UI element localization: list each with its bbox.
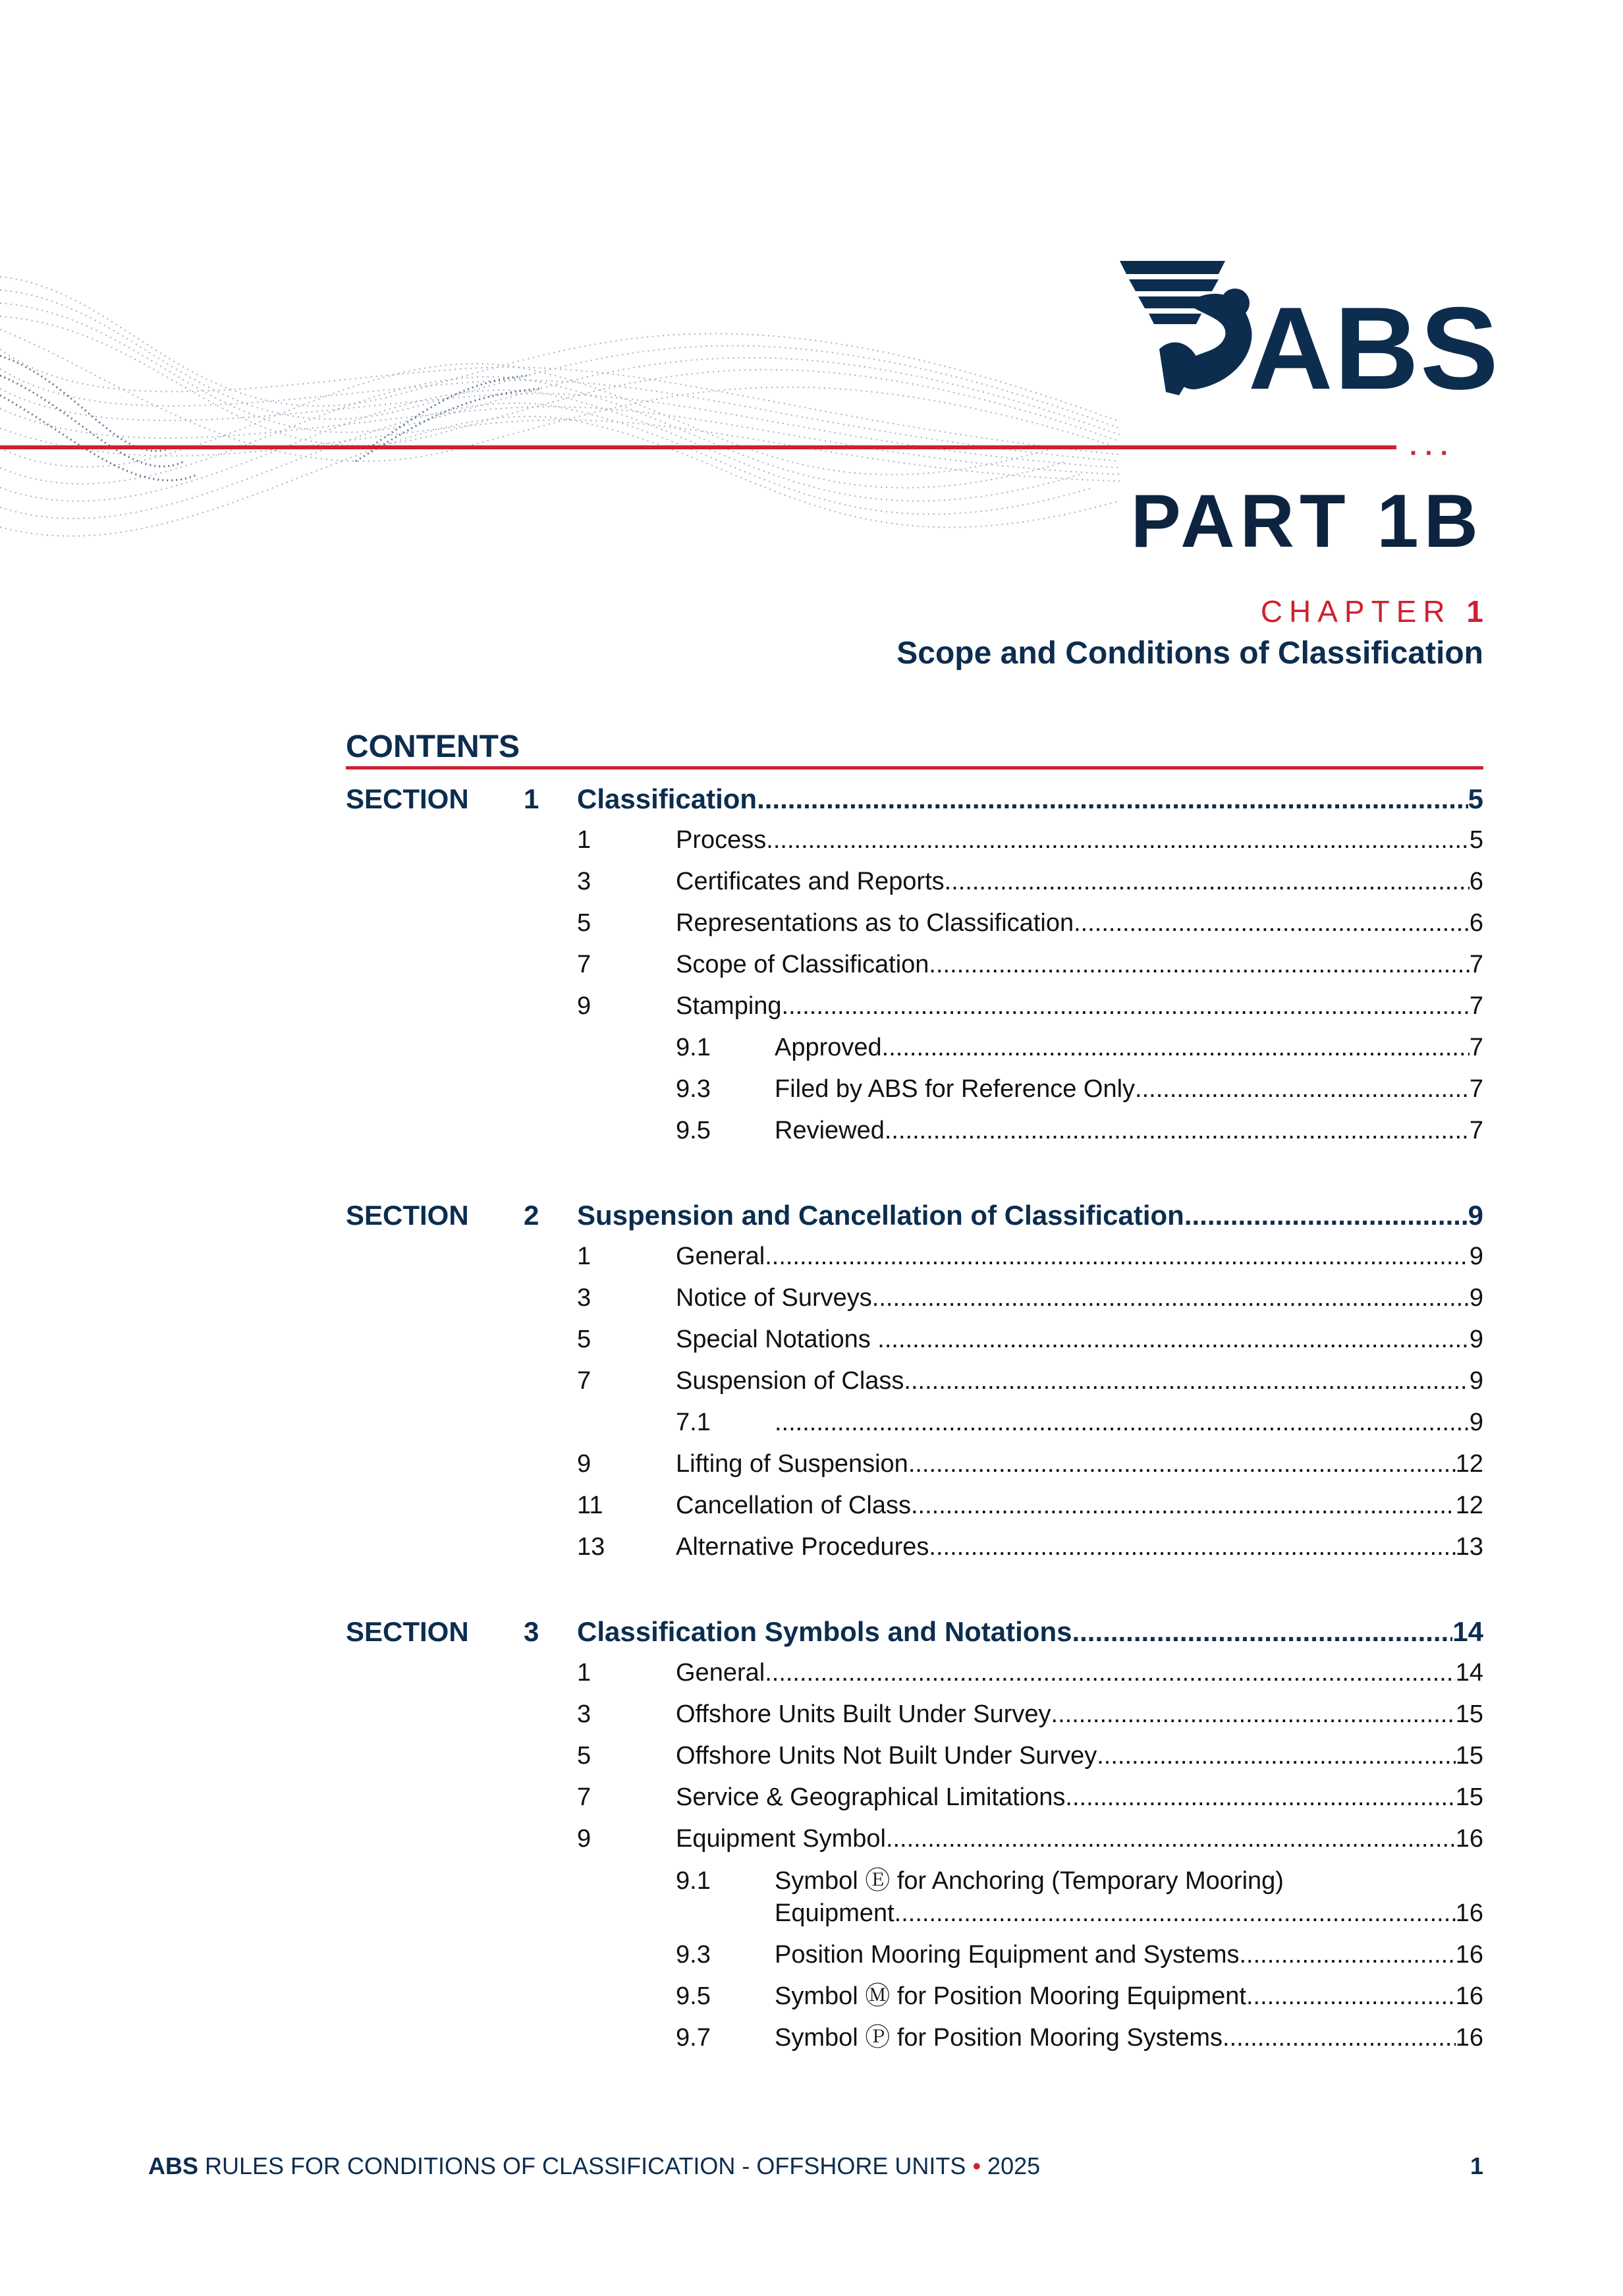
item-number: 5 — [577, 909, 591, 937]
section-title: Suspension and Cancellation of Classification — [577, 1200, 1184, 1231]
item-number: 1 — [577, 1243, 591, 1270]
subitem-page: 16 — [1455, 1982, 1483, 2010]
subitem-number: 9.3 — [676, 1941, 711, 1969]
section-word: SECTION — [346, 1616, 469, 1647]
item-number: 7 — [577, 1367, 591, 1395]
toc-subitem[interactable] — [0, 2021, 1623, 2054]
section-title-entry — [577, 783, 1483, 816]
contents-rule — [346, 766, 1483, 770]
item-page: 12 — [1455, 1492, 1483, 1519]
item-entry — [676, 948, 1483, 981]
toc-section-3[interactable] — [0, 1615, 1623, 1648]
toc-section-1[interactable] — [0, 783, 1623, 816]
wave-decoration — [0, 250, 1120, 606]
item-page: 12 — [1455, 1450, 1483, 1478]
section-page: 5 — [1468, 783, 1483, 814]
item-title: Offshore Units Built Under Survey — [676, 1700, 1051, 1728]
item-entry — [676, 1323, 1483, 1356]
item-entry — [676, 990, 1483, 1022]
contents-heading: CONTENTS — [346, 729, 520, 764]
subitem-title: Equipment — [775, 1899, 894, 1927]
item-entry — [676, 1822, 1483, 1855]
item-page: 5 — [1469, 826, 1483, 854]
subitem-title: Approved — [775, 1034, 882, 1061]
chapter-number: 1 — [1466, 594, 1483, 629]
toc-subitem[interactable] — [0, 1406, 1623, 1439]
subitem-number: 9.3 — [676, 1075, 711, 1103]
toc-item[interactable] — [0, 1781, 1623, 1814]
section-page: 9 — [1468, 1200, 1483, 1231]
toc-subitem[interactable] — [0, 1073, 1623, 1106]
item-title: Representations as to Classification — [676, 909, 1074, 937]
item-title: Service & Geographical Limitations — [676, 1783, 1066, 1811]
item-entry — [676, 1781, 1483, 1814]
toc-item[interactable] — [0, 1240, 1623, 1273]
item-title: Certificates and Reports — [676, 868, 945, 895]
subitem-entry — [775, 1938, 1483, 1971]
footer-text: RULES FOR CONDITIONS OF CLASSIFICATION - OFFSHORE UNITS — [198, 2152, 973, 2179]
section-title: Classification — [577, 783, 757, 814]
footer-year: 2025 — [981, 2152, 1041, 2179]
section-number: 2 — [524, 1200, 539, 1231]
item-entry — [676, 1240, 1483, 1273]
item-entry — [676, 1489, 1483, 1522]
header-rule-dots: ··· — [1410, 439, 1456, 468]
toc-item[interactable] — [0, 1739, 1623, 1772]
item-number: 3 — [577, 1700, 591, 1728]
header-rule — [0, 445, 1396, 449]
subitem-page: 16 — [1455, 2024, 1483, 2052]
item-number: 7 — [577, 951, 591, 978]
toc-item[interactable] — [0, 1822, 1623, 1855]
subitem-title: Filed by ABS for Reference Only — [775, 1075, 1136, 1103]
subitem-title: Position Mooring Equipment and Systems — [775, 1941, 1240, 1969]
toc-item[interactable] — [0, 865, 1623, 898]
section-title-entry — [577, 1199, 1483, 1232]
item-title: Process — [676, 826, 767, 854]
toc-item[interactable] — [0, 824, 1623, 856]
item-number: 9 — [577, 1450, 591, 1478]
toc-item[interactable] — [0, 948, 1623, 981]
footer — [148, 2154, 1040, 2178]
item-entry — [676, 1739, 1483, 1772]
toc-item[interactable] — [0, 1364, 1623, 1397]
toc-subitem[interactable] — [0, 1864, 1623, 1897]
toc-item[interactable] — [0, 1656, 1623, 1689]
toc-item[interactable] — [0, 1447, 1623, 1480]
section-word: SECTION — [346, 1200, 469, 1231]
item-title: Offshore Units Not Built Under Survey — [676, 1742, 1097, 1770]
item-title: Equipment Symbol — [676, 1825, 886, 1853]
item-entry — [676, 1698, 1483, 1731]
subitem-page: 9 — [1469, 1409, 1483, 1436]
footer-bullet: • — [972, 2152, 981, 2179]
subitem-entry — [775, 1031, 1483, 1064]
item-title: Alternative Procedures — [676, 1533, 929, 1561]
subitem-page: 7 — [1469, 1117, 1483, 1144]
footer-brand: ABS — [148, 2152, 199, 2179]
item-number: 9 — [577, 1825, 591, 1853]
item-entry — [676, 1656, 1483, 1689]
item-number: 9 — [577, 992, 591, 1020]
item-title: General — [676, 1243, 765, 1270]
item-entry — [676, 865, 1483, 898]
item-page: 13 — [1455, 1533, 1483, 1561]
item-page: 9 — [1469, 1367, 1483, 1395]
item-title: Special Notations — [676, 1326, 878, 1353]
toc-item[interactable] — [0, 1698, 1623, 1731]
item-entry — [676, 1281, 1483, 1314]
item-page: 6 — [1469, 868, 1483, 895]
item-title: Scope of Classification — [676, 951, 929, 978]
subitem-number: 9.7 — [676, 2024, 711, 2052]
item-page: 9 — [1469, 1243, 1483, 1270]
toc-item[interactable] — [0, 1323, 1623, 1356]
item-page: 15 — [1455, 1700, 1483, 1728]
subitem-title: Symbol Ⓜ for Position Mooring Equipment — [775, 1982, 1246, 2010]
toc-item[interactable] — [0, 990, 1623, 1022]
item-entry — [676, 1447, 1483, 1480]
item-number: 7 — [577, 1783, 591, 1811]
item-number: 13 — [577, 1533, 605, 1561]
subitem-number: 9.1 — [676, 1034, 711, 1061]
subitem-entry — [775, 1897, 1483, 1930]
section-title: Classification Symbols and Notations — [577, 1616, 1072, 1647]
item-number: 11 — [577, 1492, 603, 1519]
subitem-title: Reviewed — [775, 1117, 885, 1144]
abs-logo-text: ABS — [1248, 283, 1500, 414]
subitem-title-line1: Symbol Ⓔ for Anchoring (Temporary Mooring) — [775, 1867, 1284, 1895]
section-word: SECTION — [346, 783, 469, 814]
subitem-number: 9.5 — [676, 1982, 711, 2010]
subitem-entry — [775, 1406, 1483, 1439]
item-page: 15 — [1455, 1783, 1483, 1811]
subitem-entry — [775, 1073, 1483, 1106]
subitem-entry — [775, 2021, 1483, 2054]
item-title: Lifting of Suspension — [676, 1450, 908, 1478]
section-page: 14 — [1452, 1616, 1483, 1647]
toc-item[interactable] — [0, 1281, 1623, 1314]
item-title: Stamping — [676, 992, 782, 1020]
subitem-entry — [775, 1980, 1483, 2013]
item-page: 9 — [1469, 1284, 1483, 1312]
subitem-title: Symbol Ⓟ for Position Mooring Systems — [775, 2024, 1223, 2052]
subitem-page: 7 — [1469, 1075, 1483, 1103]
item-page: 7 — [1469, 992, 1483, 1020]
item-title: General — [676, 1659, 765, 1687]
item-entry — [676, 824, 1483, 856]
toc-subitem-continued[interactable] — [0, 1897, 1623, 1930]
item-number: 1 — [577, 1659, 591, 1687]
toc-section-2[interactable] — [0, 1199, 1623, 1232]
part-title: PART 1B — [1130, 480, 1483, 563]
subitem-page: 16 — [1455, 1899, 1483, 1927]
item-title: Notice of Surveys — [676, 1284, 872, 1312]
subitem-number: 7.1 — [676, 1409, 711, 1436]
item-number: 3 — [577, 1284, 591, 1312]
toc-item[interactable] — [0, 907, 1623, 939]
item-number: 3 — [577, 868, 591, 895]
item-page: 15 — [1455, 1742, 1483, 1770]
item-number: 5 — [577, 1326, 591, 1353]
toc-subitem[interactable] — [0, 1114, 1623, 1147]
item-page: 16 — [1455, 1825, 1483, 1853]
item-title: Suspension of Class — [676, 1367, 904, 1395]
subitem-entry — [775, 1114, 1483, 1147]
chapter-word: CHAPTER — [1260, 594, 1452, 629]
item-page: 9 — [1469, 1326, 1483, 1353]
subitem-number: 9.5 — [676, 1117, 711, 1144]
section-number: 1 — [524, 783, 539, 814]
section-number: 3 — [524, 1616, 539, 1647]
item-number: 5 — [577, 1742, 591, 1770]
subitem-page: 16 — [1455, 1941, 1483, 1969]
item-page: 14 — [1455, 1659, 1483, 1687]
item-entry — [676, 1530, 1483, 1563]
toc-subitem[interactable] — [0, 1031, 1623, 1064]
subitem-number: 9.1 — [676, 1867, 711, 1895]
item-page: 7 — [1469, 951, 1483, 978]
subitem-page: 7 — [1469, 1034, 1483, 1061]
chapter-label — [1261, 596, 1483, 627]
toc-subitem[interactable] — [0, 1938, 1623, 1971]
toc-item[interactable] — [0, 1489, 1623, 1522]
item-number: 1 — [577, 826, 591, 854]
item-entry — [676, 907, 1483, 939]
item-title: Cancellation of Class — [676, 1492, 911, 1519]
toc-subitem[interactable] — [0, 1980, 1623, 2013]
toc-item[interactable] — [0, 1530, 1623, 1563]
item-page: 6 — [1469, 909, 1483, 937]
item-entry — [676, 1364, 1483, 1397]
section-title-entry — [577, 1615, 1483, 1648]
chapter-title: Scope and Conditions of Classification — [896, 636, 1483, 671]
page-number: 1 — [1470, 2152, 1483, 2179]
